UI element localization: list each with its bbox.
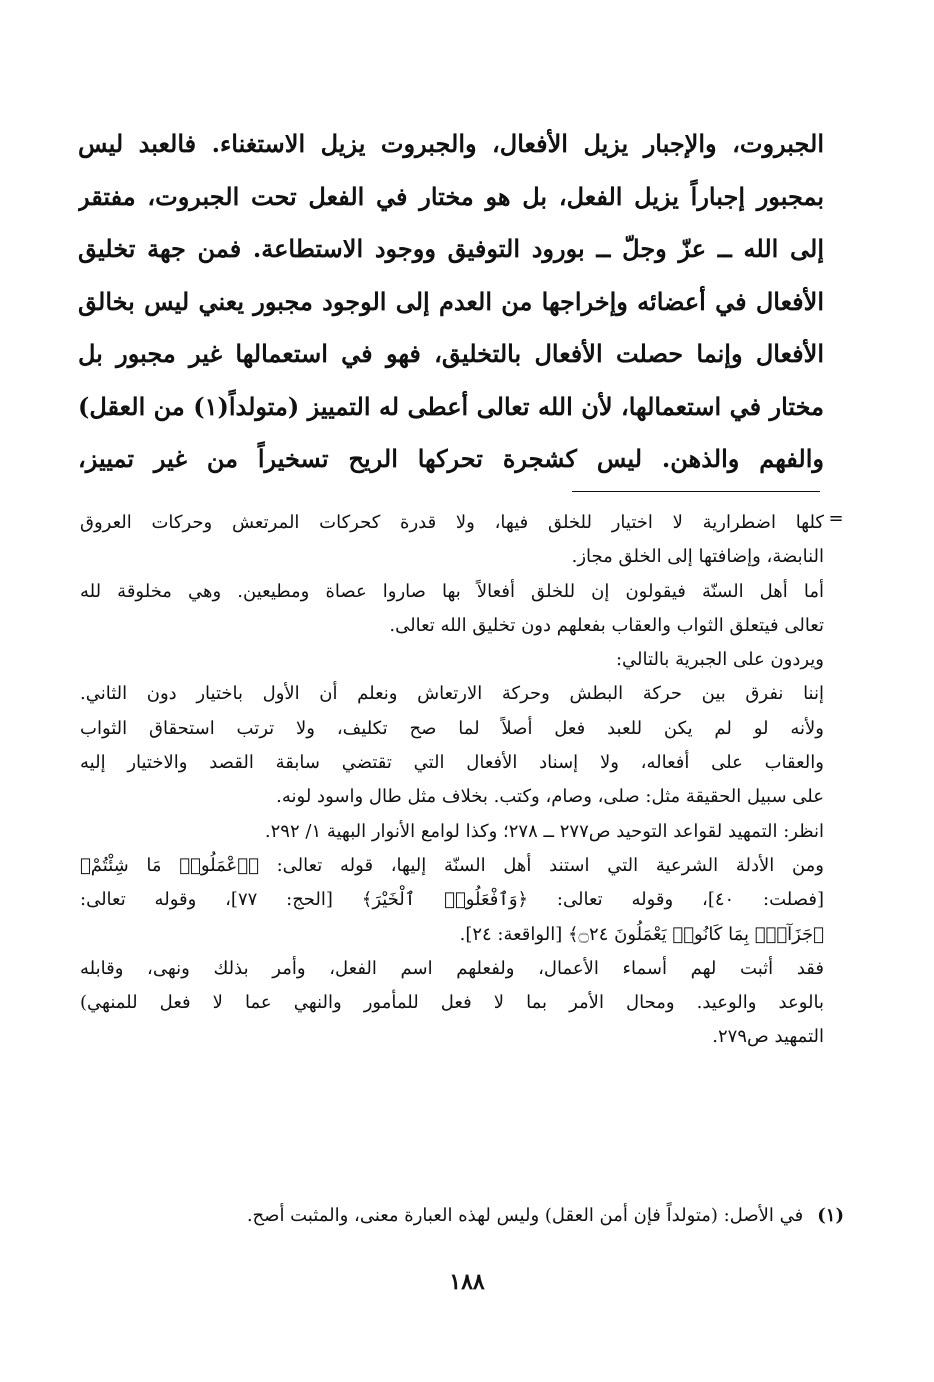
footnote-separator [572,491,820,492]
body-line: الجبروت، والإجبار يزيل الأفعال، والجبروت يزيل الاستغناء. فالعبد ليس [78,129,824,158]
footnote-line: النابضة، وإضافتها إلى الخلق مجاز. [571,546,824,568]
footnote-line: ومن الأدلة الشرعية التي استند أهل السنّة إليها، قوله تعالى: ﴿ٱعْمَلُوا۟ مَا شِئْتُمْ﴾ [80,854,824,876]
footnote-line: ﴿جَزَآءًۢ بِمَا كَانُوا۟ يَعْمَلُونَ ۝٢٤﴾ [الواقعة: ٢٤]. [459,923,824,945]
footnote-line: ولأنه لو لم يكن للعبد فعل أصلاً لما صح تكليف، ولا ترتب استحقاق الثواب [80,717,824,739]
body-line: مختار في استعمالها، لأن الله تعالى أعطى له التمييز (متولداً(١) من العقل) [78,391,824,421]
body-line: الأفعال في أعضائه وإخراجها من العدم إلى الوجود مجبور يعني ليس بخالق [78,286,824,316]
body-line: إلى الله ــ عزّ وجلّ ــ بورود التوفيق ووجود الاستطاعة. فمن جهة تخليق [78,234,824,263]
body-line: بمجبور إجباراً يزيل الفعل، بل هو مختار في الفعل تحت الجبروت، مفتقر [78,181,824,211]
footnote-line: على سبيل الحقيقة مثل: صلى، وصام، وكتب. بخلاف مثل طال واسود لونه. [276,786,824,808]
footnote-text: في الأصل: (متولداً فإن أمن العقل) وليس لهذه العبارة معنى، والمثبت أصح. [246,1205,804,1226]
footnote-line: بالوعد والوعيد. ومحال الأمر بما لا فعل للمأمور والنهي عما لا فعل للمنهي) [80,992,824,1014]
footnote-line: التمهيد ص٢٧٩. [712,1026,824,1048]
page-number: ١٨٨ [449,1269,485,1295]
footnotes-block [80,506,824,1055]
footnote-line: ويردون على الجبرية بالتالي: [615,649,824,671]
main-body-text [78,118,824,486]
footnote-continuation-mark: = [828,508,844,529]
body-line: والفهم والذهن. ليس كشجرة تحركها الريح تسخيراً من غير تمييز، [78,444,824,473]
footnote-number: (١) [817,1205,844,1226]
body-line: الأفعال وإنما حصلت الأفعال بالتخليق، فهو في استعمالها غير مجبور بل [78,339,824,368]
footnote-line: تعالى فيتعلق الثواب والعقاب بفعلهم دون تخليق الله تعالى. [389,614,824,636]
footnote-line: [فصلت: ٤٠]، وقوله تعالى: ﴿وَٱفْعَلُوا۟ ٱلْخَيْرَ﴾ [الحج: ٧٧]، وقوله تعالى: [80,889,824,911]
footnote-line: كلها اضطرارية لا اختيار للخلق فيها، ولا قدرة كحركات المرتعش وحركات العروق [80,512,824,533]
footnote-line: إننا نفرق بين حركة البطش وحركة الارتعاش ونعلم أن الأول باختيار دون الثاني. [80,683,824,705]
footnote-line: أما أهل السنّة فيقولون إن للخلق أفعالاً بها صاروا عصاة ومطيعين. وهي مخلوقة لله [80,580,824,602]
footnote-line: والعقاب على أفعاله، ولا إسناد الأفعال التي تقتضي سابقة القصد والاختيار إليه [80,752,824,774]
footnote-line: انظر: التمهيد لقواعد التوحيد ص٢٧٧ ــ ٢٧٨؛ وكذا لوامع الأنوار البهية ١/ ٢٩٢. [264,820,824,842]
footnote-line: فقد أثبت لهم أسماء الأعمال، ولفعلهم اسم الفعل، وأمر بذلك ونهى، وقابله [80,957,824,979]
footnote-1 [132,1199,844,1233]
